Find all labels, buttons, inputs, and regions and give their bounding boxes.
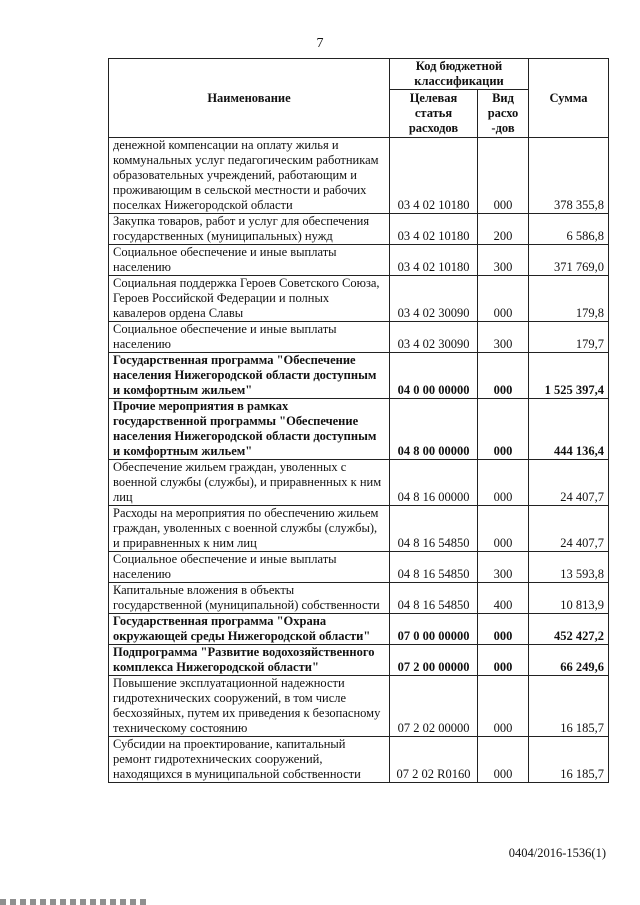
table-row bbox=[109, 676, 609, 737]
row-expense-type: 000 bbox=[478, 737, 529, 783]
table-row bbox=[109, 245, 609, 276]
row-amount: 1 525 397,4 bbox=[529, 353, 609, 399]
row-amount: 16 185,7 bbox=[529, 737, 609, 783]
row-expense-type: 300 bbox=[478, 552, 529, 583]
header-sum: Сумма bbox=[529, 59, 609, 138]
row-expense-type: 000 bbox=[478, 645, 529, 676]
row-amount: 452 427,2 bbox=[529, 614, 609, 645]
row-target-code: 04 0 00 00000 bbox=[390, 353, 478, 399]
table-row bbox=[109, 552, 609, 583]
table-row bbox=[109, 506, 609, 552]
row-expense-type: 400 bbox=[478, 583, 529, 614]
budget-table bbox=[108, 58, 609, 783]
table-row bbox=[109, 614, 609, 645]
row-name: Социальное обеспечение и иные выплаты населению bbox=[109, 552, 390, 583]
table-row bbox=[109, 276, 609, 322]
row-name: Обеспечение жильем граждан, уволенных с военной службы (службы), и приравненных к ним лиц bbox=[109, 460, 390, 506]
row-name: Закупка товаров, работ и услуг для обеспечения государственных (муниципальных) нужд bbox=[109, 214, 390, 245]
row-amount: 179,7 bbox=[529, 322, 609, 353]
table-row bbox=[109, 583, 609, 614]
row-target-code: 07 2 02 00000 bbox=[390, 676, 478, 737]
row-amount: 24 407,7 bbox=[529, 506, 609, 552]
row-target-code: 04 8 16 54850 bbox=[390, 583, 478, 614]
row-expense-type: 000 bbox=[478, 676, 529, 737]
row-expense-type: 000 bbox=[478, 460, 529, 506]
table-row bbox=[109, 214, 609, 245]
row-target-code: 07 2 00 00000 bbox=[390, 645, 478, 676]
row-amount: 371 769,0 bbox=[529, 245, 609, 276]
row-target-code: 03 4 02 30090 bbox=[390, 322, 478, 353]
table-row bbox=[109, 138, 609, 214]
scan-edge-mark bbox=[0, 899, 150, 905]
row-amount: 24 407,7 bbox=[529, 460, 609, 506]
row-expense-type: 000 bbox=[478, 353, 529, 399]
row-amount: 66 249,6 bbox=[529, 645, 609, 676]
row-name: Государственная программа "Охрана окружающей среды Нижегородской области" bbox=[109, 614, 390, 645]
row-target-code: 03 4 02 10180 bbox=[390, 138, 478, 214]
row-name: Прочие мероприятия в рамках государственной программы "Обеспечение населения Нижегородской области доступным и комфортным жильем" bbox=[109, 399, 390, 460]
row-target-code: 03 4 02 10180 bbox=[390, 214, 478, 245]
row-expense-type: 200 bbox=[478, 214, 529, 245]
row-target-code: 03 4 02 30090 bbox=[390, 276, 478, 322]
document-code: 0404/2016-1536(1) bbox=[508, 846, 606, 860]
row-amount: 444 136,4 bbox=[529, 399, 609, 460]
table-row bbox=[109, 322, 609, 353]
table-row bbox=[109, 645, 609, 676]
row-name: Повышение эксплуатационной надежности гидротехнических сооружений, в том числе бесхозяйных, путем их приведения к безопасному техническому состоянию bbox=[109, 676, 390, 737]
row-name: Социальная поддержка Героев Советского Союза, Героев Российской Федерации и полных кавалеров ордена Славы bbox=[109, 276, 390, 322]
row-amount: 10 813,9 bbox=[529, 583, 609, 614]
row-amount: 378 355,8 bbox=[529, 138, 609, 214]
row-target-code: 04 8 16 54850 bbox=[390, 552, 478, 583]
row-amount: 6 586,8 bbox=[529, 214, 609, 245]
row-target-code: 04 8 16 54850 bbox=[390, 506, 478, 552]
row-name: Расходы на мероприятия по обеспечению жильем граждан, уволенных с военной службы (службы), и приравненных к ним лиц bbox=[109, 506, 390, 552]
row-target-code: 04 8 00 00000 bbox=[390, 399, 478, 460]
row-name: Капитальные вложения в объекты государственной (муниципальной) собственности bbox=[109, 583, 390, 614]
row-name: Социальное обеспечение и иные выплаты населению bbox=[109, 322, 390, 353]
row-amount: 13 593,8 bbox=[529, 552, 609, 583]
row-name: Социальное обеспечение и иные выплаты населению bbox=[109, 245, 390, 276]
row-name: Государственная программа "Обеспечение населения Нижегородской области доступным и комфортным жильем" bbox=[109, 353, 390, 399]
row-name: Подпрограмма "Развитие водохозяйственного комплекса Нижегородской области" bbox=[109, 645, 390, 676]
table-row bbox=[109, 353, 609, 399]
header-kind: Вид расхо -дов bbox=[478, 90, 529, 138]
row-expense-type: 000 bbox=[478, 276, 529, 322]
table-body bbox=[109, 138, 609, 783]
header-name: Наименование bbox=[109, 59, 390, 138]
table-row bbox=[109, 460, 609, 506]
row-expense-type: 000 bbox=[478, 138, 529, 214]
table-row bbox=[109, 399, 609, 460]
header-target: Целевая статья расходов bbox=[390, 90, 478, 138]
header-code-group: Код бюджетной классификации bbox=[390, 59, 529, 90]
row-amount: 179,8 bbox=[529, 276, 609, 322]
table-row bbox=[109, 737, 609, 783]
row-expense-type: 000 bbox=[478, 399, 529, 460]
row-target-code: 07 2 02 R0160 bbox=[390, 737, 478, 783]
row-expense-type: 300 bbox=[478, 322, 529, 353]
row-expense-type: 000 bbox=[478, 614, 529, 645]
page-number: 7 bbox=[316, 36, 324, 51]
row-expense-type: 000 bbox=[478, 506, 529, 552]
row-name: Субсидии на проектирование, капитальный ремонт гидротехнических сооружений, находящихся в муниципальной собственности bbox=[109, 737, 390, 783]
row-target-code: 07 0 00 00000 bbox=[390, 614, 478, 645]
row-target-code: 04 8 16 00000 bbox=[390, 460, 478, 506]
row-amount: 16 185,7 bbox=[529, 676, 609, 737]
row-name: денежной компенсации на оплату жилья и коммунальных услуг педагогическим работникам образовательных учреждений, работающим и проживающим в сельской местности и рабочих поселках Нижегородской области bbox=[109, 138, 390, 214]
row-target-code: 03 4 02 10180 bbox=[390, 245, 478, 276]
row-expense-type: 300 bbox=[478, 245, 529, 276]
